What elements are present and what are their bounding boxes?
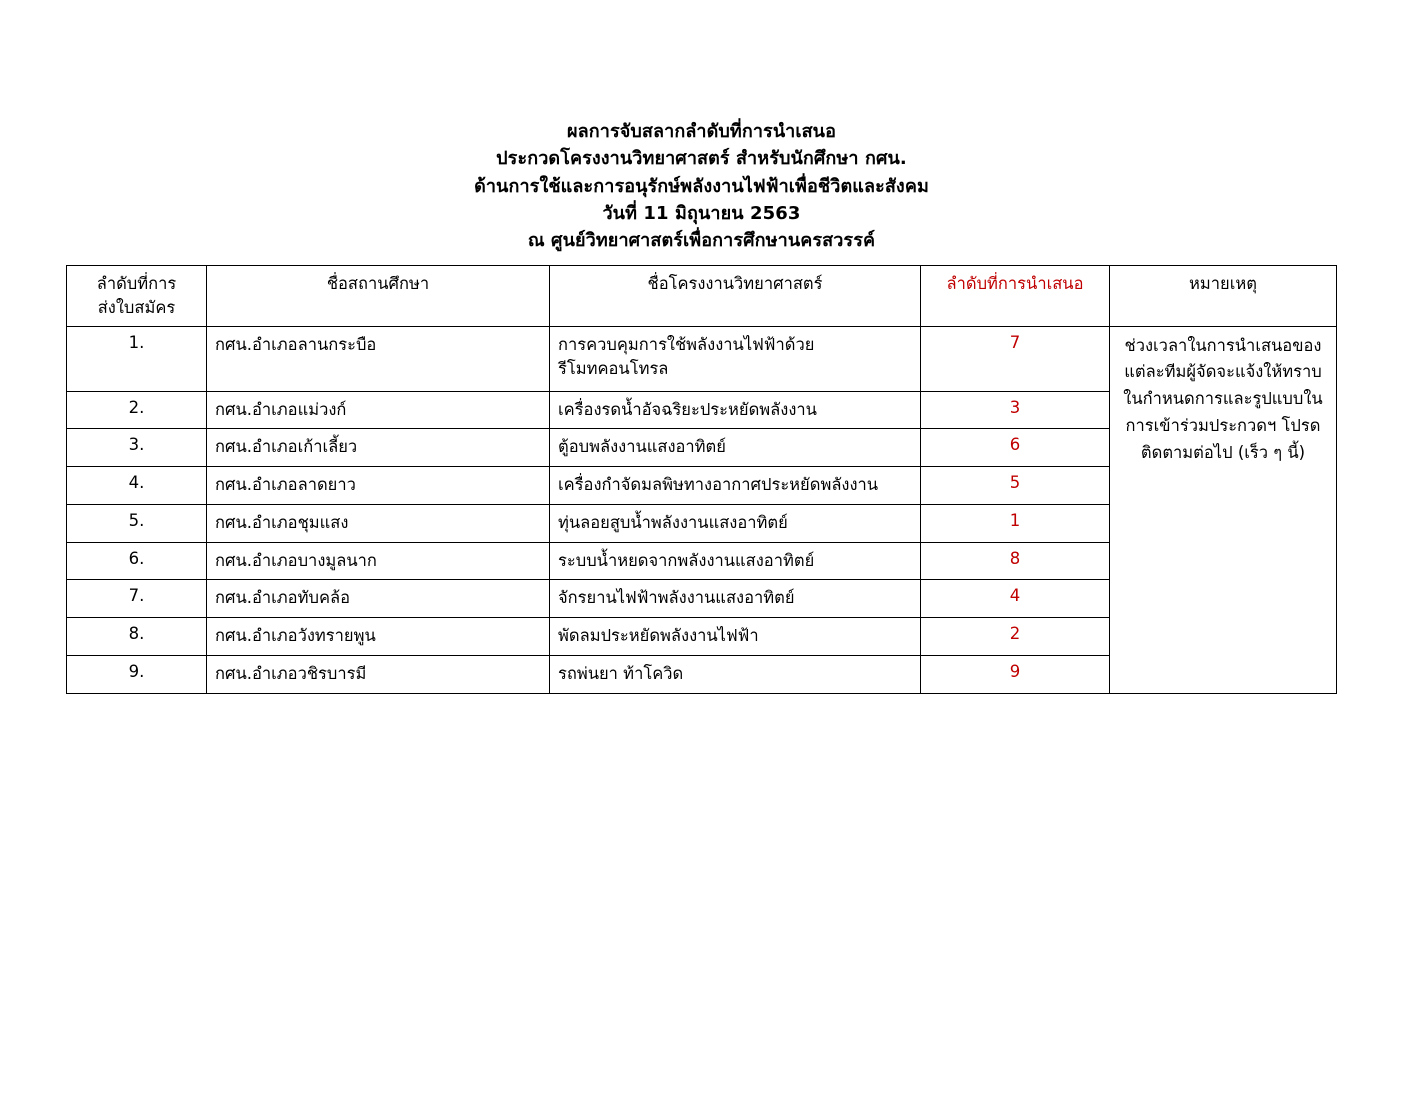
table-body [67,326,1337,693]
heading-line-5: ณ ศูนย์วิทยาศาสตร์เพื่อการศึกษานครสวรรค์ [527,230,876,252]
cell-school: กศน.อำเภอบางมูลนาก [207,542,550,580]
cell-project: จักรยานไฟฟ้าพลังงานแสงอาทิตย์ [550,580,921,618]
column-header-order-line2: ส่งใบสมัคร [97,297,176,317]
cell-presentation-order: 8 [921,542,1110,580]
cell-school: กศน.อำเภอแม่วงก์ [207,391,550,429]
heading-line-4: วันที่ 11 มิถุนายน 2563 [602,203,801,225]
cell-school: กศน.อำเภอลาดยาว [207,467,550,505]
cell-presentation-order: 7 [921,326,1110,391]
table-header-row [67,265,1337,326]
cell-presentation-order: 9 [921,655,1110,693]
results-table [66,265,1337,694]
cell-order: 6. [67,542,207,580]
cell-presentation-order: 5 [921,467,1110,505]
cell-presentation-order: 4 [921,580,1110,618]
document-page [0,118,1403,1110]
cell-order: 1. [67,326,207,391]
column-header-school: ชื่อสถานศึกษา [207,265,550,326]
cell-order: 9. [67,655,207,693]
cell-presentation-order: 2 [921,618,1110,656]
cell-school: กศน.อำเภอวชิรบารมี [207,655,550,693]
cell-project: ตู้อบพลังงานแสงอาทิตย์ [550,429,921,467]
document-heading [0,118,1403,255]
cell-project: เครื่องรดน้ำอัจฉริยะประหยัดพลังงาน [550,391,921,429]
cell-school: กศน.อำเภอทับคล้อ [207,580,550,618]
cell-project: รถพ่นยา ท้าโควิด [550,655,921,693]
cell-order: 8. [67,618,207,656]
cell-project: พัดลมประหยัดพลังงานไฟฟ้า [550,618,921,656]
cell-school: กศน.อำเภอวังทรายพูน [207,618,550,656]
cell-order: 7. [67,580,207,618]
cell-order: 2. [67,391,207,429]
heading-line-3: ด้านการใช้และการอนุรักษ์พลังงานไฟฟ้าเพื่อชีวิตและสังคม [474,175,929,197]
cell-project: ทุ่นลอยสูบน้ำพลังงานแสงอาทิตย์ [550,504,921,542]
cell-presentation-order: 3 [921,391,1110,429]
heading-line-1: ผลการจับสลากลำดับที่การนำเสนอ [566,121,836,142]
cell-presentation-order: 6 [921,429,1110,467]
cell-project: การควบคุมการใช้พลังงานไฟฟ้าด้วยรีโมทคอนโทรล [550,326,921,391]
cell-school: กศน.อำเภอลานกระบือ [207,326,550,391]
table-row [67,326,1337,391]
cell-school: กศน.อำเภอเก้าเลี้ยว [207,429,550,467]
column-header-order-line1: ลำดับที่การ [96,273,177,293]
cell-order: 4. [67,467,207,505]
cell-order: 3. [67,429,207,467]
cell-presentation-order: 1 [921,504,1110,542]
cell-project: ระบบน้ำหยดจากพลังงานแสงอาทิตย์ [550,542,921,580]
cell-order: 5. [67,504,207,542]
column-header-order [67,265,207,326]
cell-project: เครื่องกำจัดมลพิษทางอากาศประหยัดพลังงาน [550,467,921,505]
cell-school: กศน.อำเภอชุมแสง [207,504,550,542]
cell-remark: ช่วงเวลาในการนำเสนอของแต่ละทีมผู้จัดจะแจ้งให้ทราบในกำหนดการและรูปแบบในการเข้าร่วมประกวดฯ โปรดติดตามต่อไป (เร็ว ๆ นี้) [1110,326,1337,693]
column-header-remark: หมายเหตุ [1110,265,1337,326]
heading-line-2: ประกวดโครงงานวิทยาศาสตร์ สำหรับนักศึกษา กศน. [496,148,907,170]
table-header [67,265,1337,326]
column-header-presentation-order: ลำดับที่การนำเสนอ [921,265,1110,326]
column-header-project: ชื่อโครงงานวิทยาศาสตร์ [550,265,921,326]
